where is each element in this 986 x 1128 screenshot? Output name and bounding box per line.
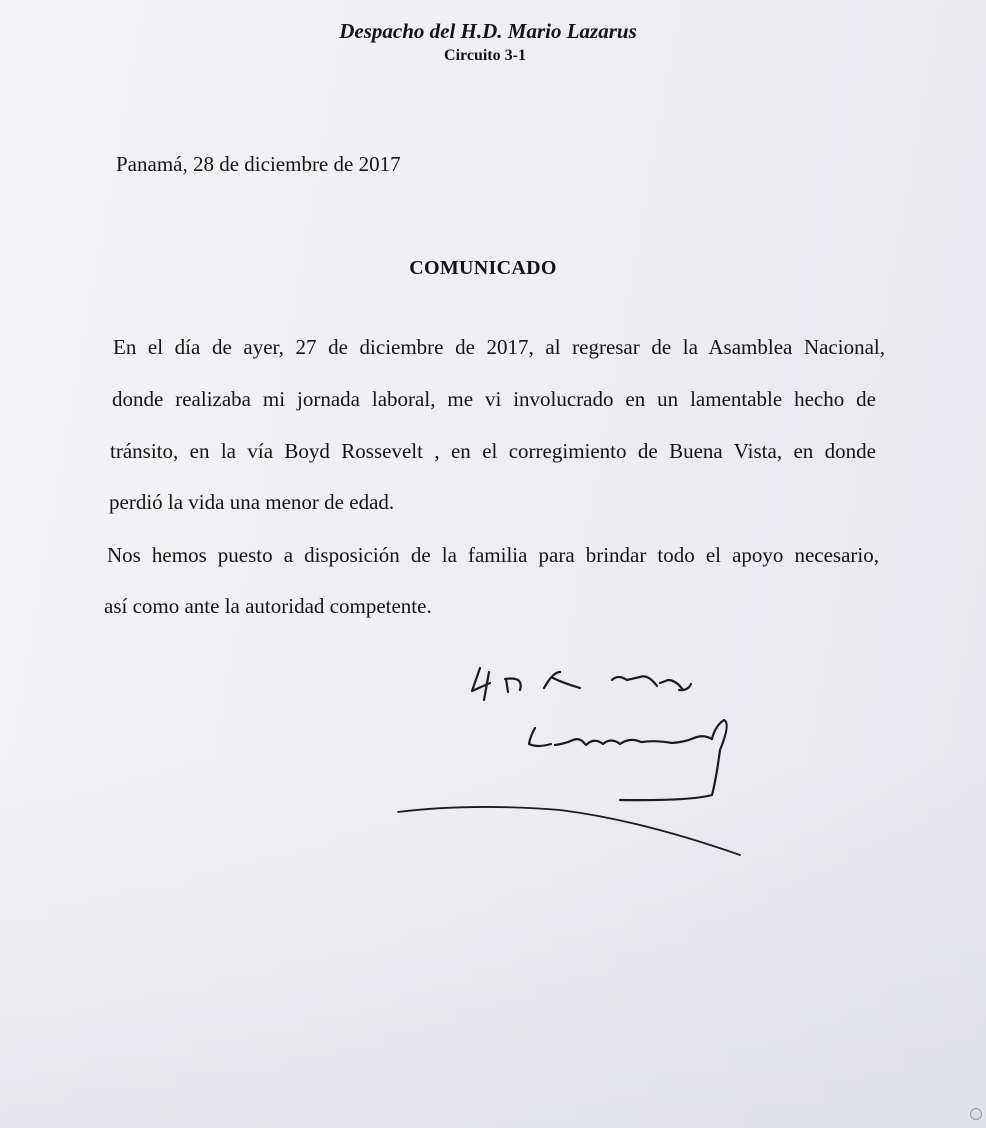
paragraph-2-line: Nos hemos puesto a disposición de la familia para brindar todo el apoyo necesario,	[107, 543, 879, 567]
paragraph-1-line: En el día de ayer, 27 de diciembre de 2017, al regresar de la Asamblea Nacional,	[113, 335, 885, 359]
paragraph-1-line: tránsito, en la vía Boyd Rossevelt , en el corregimiento de Buena Vista, en donde	[110, 439, 876, 463]
paper-hole-mark	[970, 1108, 982, 1120]
letterhead-circuit-text: Circuito 3-1	[444, 47, 526, 64]
paragraph-1-line: perdió la vida una menor de edad.	[109, 490, 395, 514]
date-line: Panamá, 28 de diciembre de 2017	[116, 152, 401, 176]
paragraph-1-line: donde realizaba mi jornada laboral, me vi involucrado en un lamentable hecho de	[112, 387, 876, 411]
letterhead-office-name-text: Despacho del H.D. Mario Lazarus	[339, 19, 637, 43]
paragraph-2-line: así como ante la autoridad competente.	[104, 594, 432, 618]
document-heading-text: COMUNICADO	[409, 257, 557, 279]
